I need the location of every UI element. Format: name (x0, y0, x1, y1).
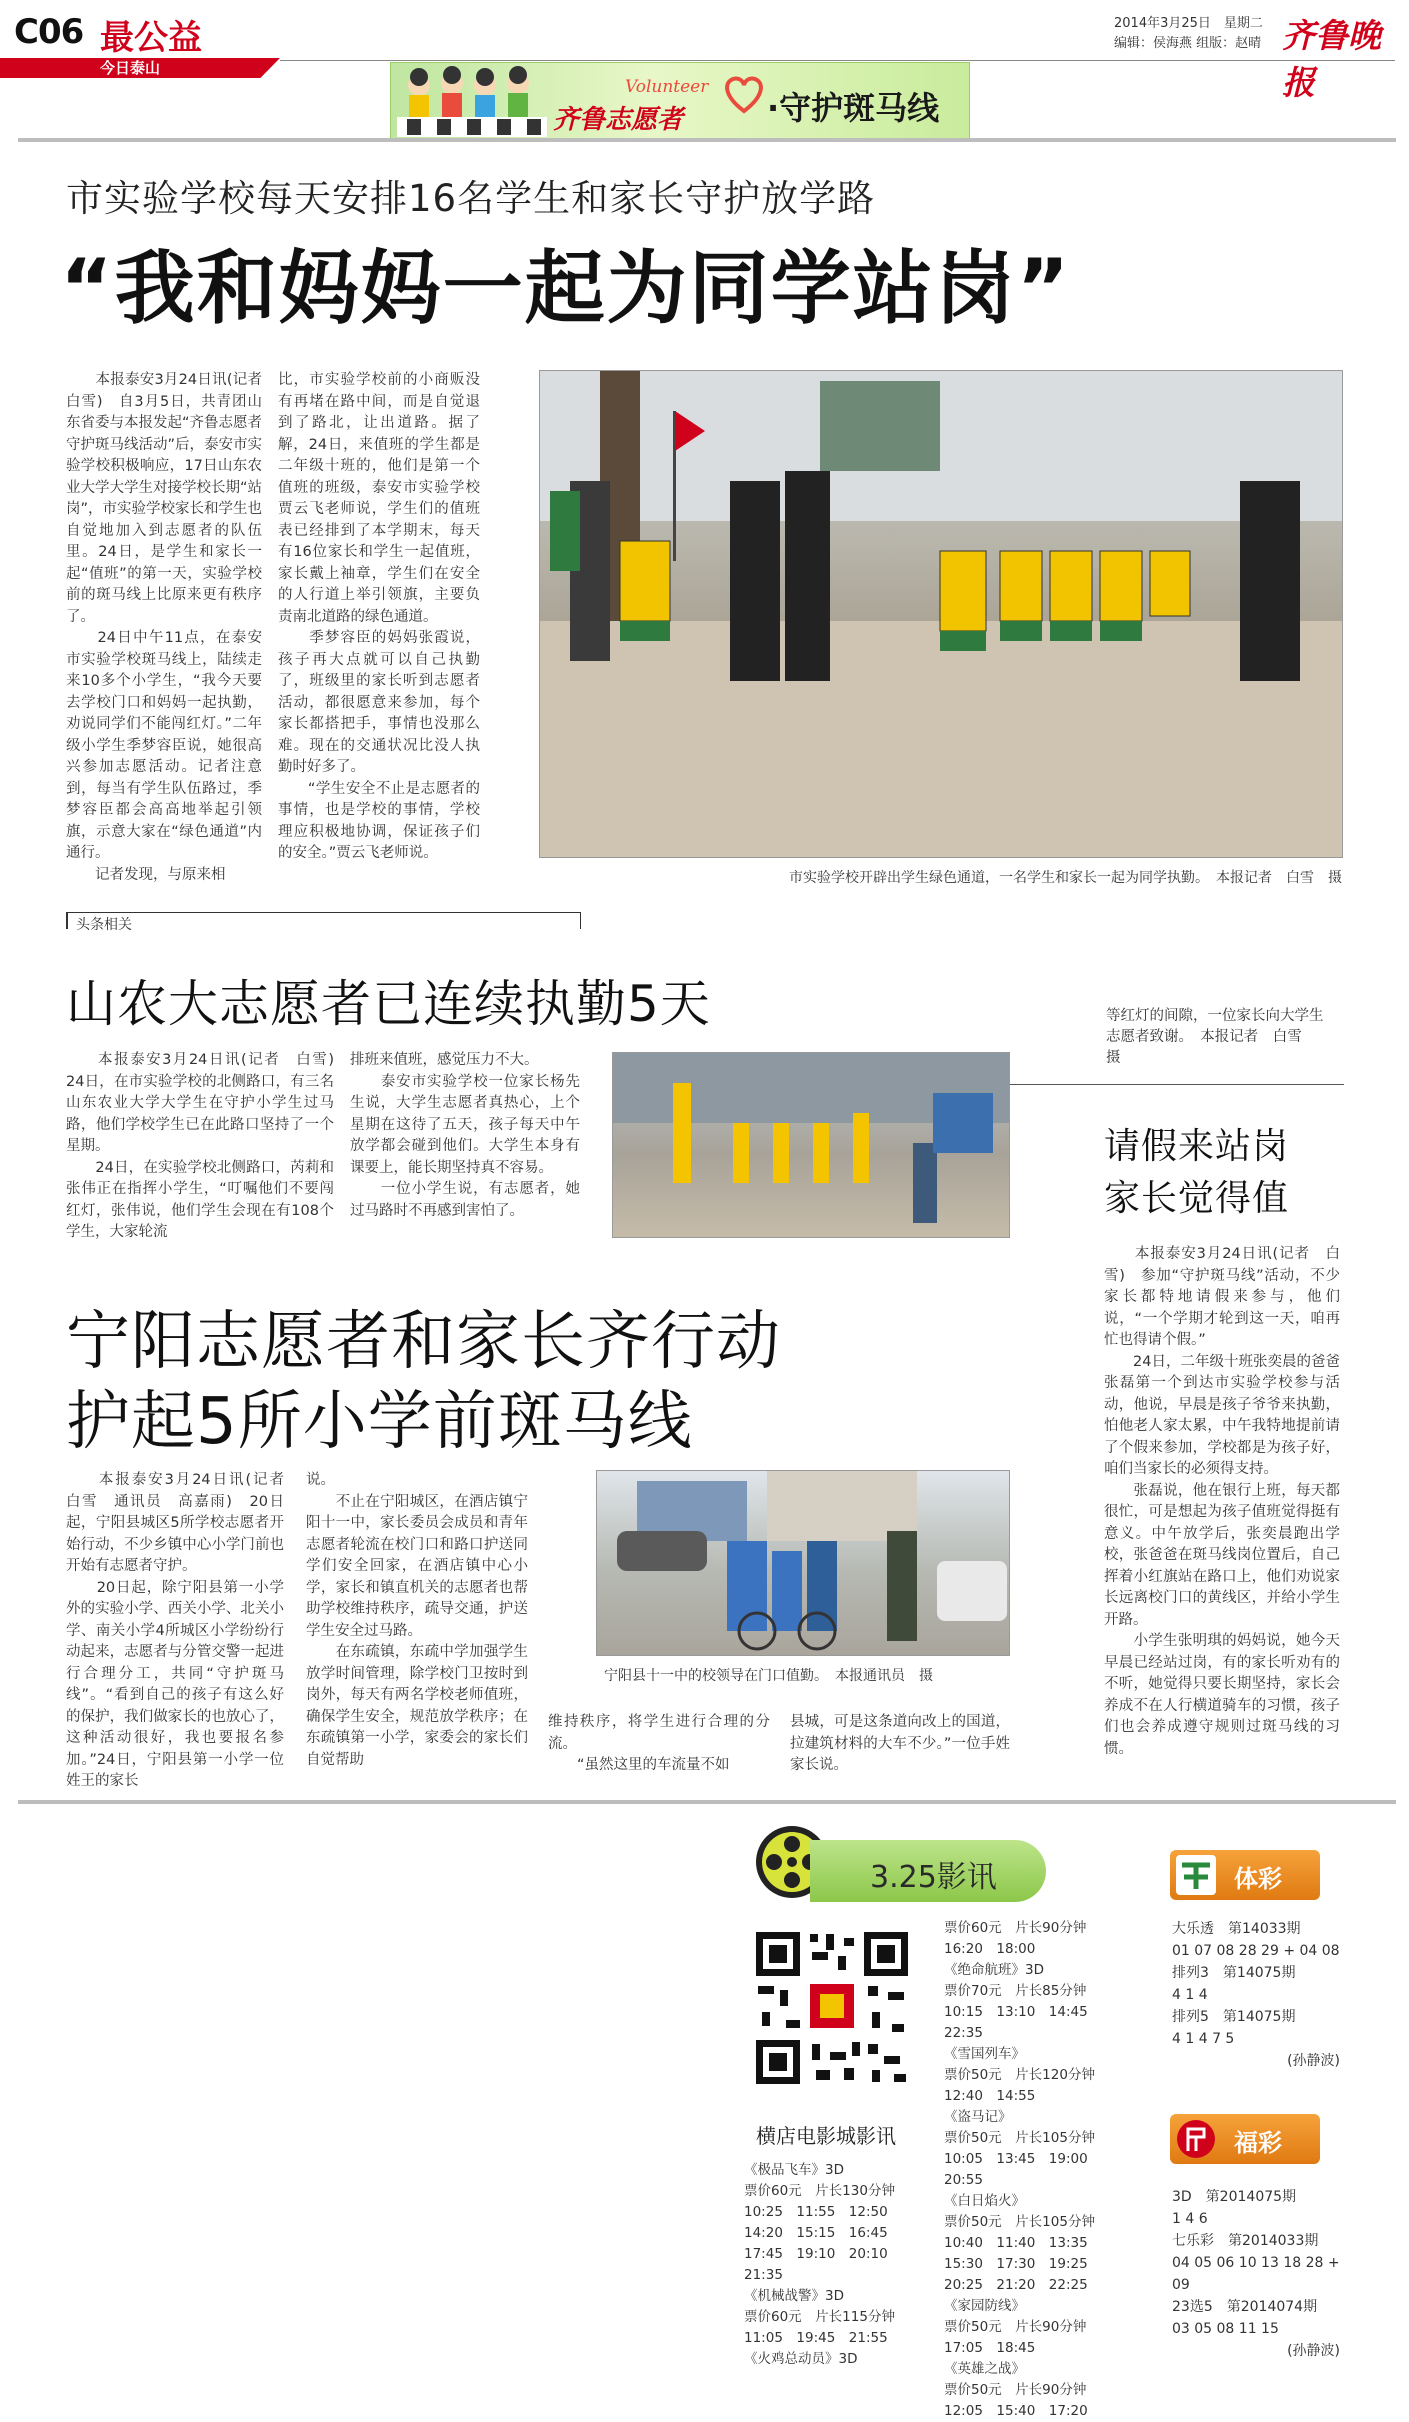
qr-code (752, 1928, 912, 2088)
movie-line: 《盗马记》 (944, 2109, 1012, 2125)
related-label-box (66, 912, 581, 933)
movie-line: 票价60元 片长90分钟 (944, 1920, 1087, 1936)
movie-line: 票价50元 片长105分钟 (944, 2214, 1095, 2230)
movie-line: 10:05 13:45 19:00 20:55 (944, 2151, 1102, 2188)
movie-line: 11:05 19:45 21:55 (744, 2330, 888, 2346)
photo-volunteers-waiting (613, 1053, 1009, 1237)
article3-headline-2: 护起5所小学前斑马线 (66, 1385, 693, 1459)
ticai-line: 01 07 08 28 29 + 04 08 (1172, 1943, 1340, 1959)
movie-line: 《雪国列车》 (944, 2046, 1025, 2062)
ticai-line: 4 1 4 7 5 (1172, 2031, 1235, 2047)
movie-line: 10:25 11:55 12:50 14:20 15:15 16:45 17:45 19:10 20:10 21:35 (744, 2204, 902, 2283)
movie-listing-col2 (944, 1918, 1130, 2422)
sidebar-rule (1010, 1084, 1344, 1085)
volunteer-banner (390, 62, 970, 142)
article3-col2: 说。 不止在宁阳城区，在酒店镇宁阳十一中，家长委员会成员和青年志愿者轮流在校门口和路口护送同学们安全回家，在酒店镇中心小学，家长和镇直机关的志愿者也帮助学校维持秩序，疏导交通，护送学生安全过马路。 在东疏镇，东疏中学加强学生放学时间管理，除学校门卫按时到岗外，每天有两名学校老师值班，确保学生安全，规范放学秩序；在东疏镇第一小学，家委会的家长们自觉帮助 (306, 1472, 528, 1768)
header-editors: 编辑：侯海燕 组版：赵晴 (1114, 36, 1262, 51)
article1-kicker: 市实验学校每天安排16名学生和家长守护放学路 (66, 177, 876, 220)
article1-photo-caption: 市实验学校开辟出学生绿色通道，一名学生和家长一起为同学执勤。 本报记者 白雪 摄 (789, 870, 1342, 886)
movie-line: 10:40 11:40 13:35 15:30 17:30 19:25 20:25 21:20 22:25 (944, 2235, 1102, 2293)
article3-photo-caption: 宁阳县十一中的校领导在门口值勤。 本报通讯员 摄 (604, 1668, 933, 1684)
header-divider (18, 138, 1396, 142)
movie-line: 票价50元 片长105分钟 (944, 2130, 1095, 2146)
movie-line: 票价50元 片长120分钟 (944, 2067, 1095, 2083)
bottom-divider (18, 1800, 1396, 1804)
related-photo (612, 1052, 1010, 1238)
ticai-line: 排列5 第14075期 (1172, 2009, 1296, 2025)
movie-line: 票价50元 片长90分钟 (944, 2382, 1087, 2398)
movie-line: 16:20 18:00 (944, 1941, 1036, 1957)
article3-col3: 维持秩序，将学生进行合理的分流。 “虽然这里的车流量不如 (548, 1714, 770, 1773)
article3-col1: 本报泰安3月24日讯(记者 白雪 通讯员 高嘉雨) 20日起，宁阳县城区5所学校志愿者开始行动，不少乡镇中心小学门前也开始有志愿者守护。 20日起，除宁阳县第一小学外的实验小学、西关小学、北关小学、南关小学4所城区小学纷纷行动起来，志愿者与分管交警一起进行合理分工，共同“守护斑马线”。“看到自己的孩子有这么好的保护，我们做家长的也放心了，这种活动很好，我也要报名参加。”24日，宁阳县第一小学一位姓王的家长 (66, 1472, 284, 1789)
article1-photo (539, 370, 1343, 858)
fucai-line: 04 05 06 10 13 18 28 + 09 (1172, 2255, 1340, 2293)
movie-listing-col1 (744, 2160, 930, 2370)
photo-school-gate (597, 1471, 1009, 1655)
related-side-caption: 等红灯的间隙，一位家长向大学生志愿者致谢。 本报记者 白雪 摄 (1106, 1008, 1324, 1066)
top-rule (280, 60, 1395, 61)
sidebar-headline-1: 请假来站岗 (1104, 1126, 1290, 1167)
fucai-line: 23选5 第2014074期 (1172, 2299, 1318, 2315)
article1-col1: 本报泰安3月24日讯(记者 白雪) 自3月5日，共青团山东省委与本报发起“齐鲁志愿者守护斑马线活动”后，泰安市实验学校积极响应，17日山东农业大学大学生对接学校长期“站岗”，市实验学校家长和学生也自觉地加入到志愿者的队伍里。24日，是学生和家长一起“值班”的第一天，实验学校前的斑马线上比原来更有秩序了。 24日中午11点，在泰安市实验学校斑马线上，陆续走来10多个小学生，“我今天要去学校门口和妈妈一起执勤，劝说同学们不能闯红灯。”二年级小学生季梦容臣说，她很高兴参加志愿活动。记者注意到，每当有学生队伍路过，季梦容臣都会高高地举起引领旗，示意大家在“绿色通道”内通行。 记者发现，与原来相 (66, 372, 263, 883)
movie-line: 票价50元 片长90分钟 (944, 2319, 1087, 2335)
cinema-name: 横店电影城影讯 (756, 2124, 896, 2148)
related-headline: 山农大志愿者已连续执勤5天 (66, 975, 711, 1033)
ticai-line: (孙静波) (1287, 2053, 1340, 2069)
fucai-results (1172, 2186, 1340, 2362)
header-date: 2014年3月25日 星期二 (1114, 16, 1263, 31)
ticai-results (1172, 1918, 1340, 2072)
volunteer-logo-en: Volunteer (625, 77, 709, 97)
movie-line: 《家园防线》 (944, 2298, 1025, 2314)
fucai-line: 03 05 08 11 15 (1172, 2321, 1279, 2337)
movie-line: 《绝命航班》3D (944, 1962, 1044, 1978)
fucai-badge (1170, 2114, 1320, 2164)
article1-headline: “我和妈妈一起为同学站岗” (60, 242, 1072, 335)
fucai-line: 1 4 6 (1172, 2211, 1208, 2227)
ticai-line: 排列3 第14075期 (1172, 1965, 1296, 1981)
movie-line: 《白日焰火》 (944, 2193, 1025, 2209)
article1-col2: 比，市实验学校前的小商贩没有再堵在路中间，而是自觉退到了路北，让出道路。据了解，24日，来值班的学生都是二年级十班的，他们是第一个值班的班级，泰安市实验学校贾云飞老师说，学生们的值班表已经排到了本学期末，每天有16位家长和学生一起值班，家长戴上袖章，学生们在安全的人行道上举引领旗，主要负责南北道路的绿色通道。 季梦容臣的妈妈张霞说，孩子再大点就可以自己执勤了，班级里的家长听到志愿者活动，都很愿意来参加，每个家长都搭把手，事情也没那么难。现在的交通状况比没人执勤时好多了。 “学生安全不止是志愿者的事情，也是学校的事情，学校理应积极地协调，保证孩子们的安全。”贾云飞老师说。 (278, 372, 480, 861)
related-label: 头条相关 (76, 917, 132, 933)
subsection-label: 今日泰山 (100, 59, 161, 77)
movie-line: 12:05 15:40 17:20 (944, 2403, 1088, 2419)
volunteer-logo-cn: 齐鲁志愿者 (553, 105, 684, 135)
related-col1: 本报泰安3月24日讯(记者 白雪) 24日，在市实验学校的北侧路口，有三名山东农业大学大学生在守护小学生过马路，他们学校学生已在此路口坚持了一个星期。 24日，在实验学校北侧路口，芮莉和张伟正在指挥小学生，“叮嘱他们不要闯红灯，张伟说，他们学生会现在有108个学生，大家轮流 (66, 1052, 334, 1240)
article3-col4: 县城，可是这条道向改上的国道，拉建筑材料的大车不少。”一位手姓家长说。 (790, 1714, 1010, 1773)
sidebar-headline-2: 家长觉得值 (1104, 1178, 1290, 1219)
movie-line: 《极品飞车》3D (744, 2162, 844, 2178)
movie-line: 12:40 14:55 (944, 2088, 1036, 2104)
ticai-badge (1170, 1850, 1320, 1900)
banner-topic: ·守护斑马线 (767, 89, 940, 127)
sidebar-body: 本报泰安3月24日讯(记者 白雪) 参加“守护斑马线”活动，不少家长都特地请假来参与，他们说，“一个学期才轮到这一天，咱再忙也得请个假。” 24日，二年级十班张奕晨的爸爸张磊第一个到达市实验学校参与活动，他说，早晨是孩子爷爷来执勤，怕他老人家太累，中午我特地提前请了个假来参加，学校都是为孩子好，咱们当家长的必须得支持。 张磊说，他在银行上班，每天都很忙，可是想起为孩子值班觉得挺有意义。中午放学后，张奕晨跑出学校，张爸爸在斑马线岗位置后，自己挥着小红旗站在路口上，他们劝说家长远离校门口的黄线区，并给小学生开路。 小学生张明琪的妈妈说，她今天早晨已经站过岗，有的家长听劝有的不听，她觉得只要长期坚持，家长会养成不在人行横道骑车的习惯，孩子们也会养成遵守规则过斑马线的习惯。 (1104, 1246, 1340, 1757)
movie-line: 《机械战警》3D (744, 2288, 844, 2304)
article3-headline-1: 宁阳志愿者和家长齐行动 (66, 1305, 781, 1379)
heart-hand-icon (721, 71, 767, 117)
movie-line: 票价60元 片长130分钟 (744, 2183, 895, 2199)
movie-line: 10:15 13:10 14:45 22:35 (944, 2004, 1102, 2041)
movie-line: 《英雄之战》 (944, 2361, 1025, 2377)
ticai-logo-icon (1176, 1855, 1216, 1895)
ticai-line: 大乐透 第14033期 (1172, 1921, 1301, 1937)
movie-line: 17:05 18:45 (944, 2340, 1036, 2356)
photo-students-crossing (540, 371, 1342, 857)
fucai-label: 福彩 (1234, 2129, 1282, 2157)
related-col2: 排班来值班，感觉压力不大。 泰安市实验学校一位家长杨先生说，大学生志愿者真热心，上个星期在这待了五天，孩子每天中午放学都会碰到他们。大学生本身有课要上，能长期坚持真不容易。 一位小学生说，有志愿者，她过马路时不再感到害怕了。 (350, 1052, 580, 1219)
movie-title-pill (810, 1840, 1046, 1902)
fucai-line: 3D 第2014075期 (1172, 2189, 1297, 2205)
fucai-line: (孙静波) (1287, 2343, 1340, 2359)
fucai-line: 七乐彩 第2014033期 (1172, 2233, 1319, 2249)
paper-logo: 齐鲁晚报 (1282, 16, 1381, 102)
ticai-label: 体彩 (1234, 1865, 1282, 1893)
page-code: C06 (14, 12, 84, 52)
movie-line: 票价70元 片长85分钟 (944, 1983, 1087, 1999)
movie-line: 票价60元 片长115分钟 (744, 2309, 895, 2325)
movie-title: 3.25影讯 (870, 1860, 997, 1895)
fucai-logo-icon (1176, 2119, 1216, 2159)
ticai-line: 4 1 4 (1172, 1987, 1208, 2003)
movie-line: 《火鸡总动员》3D (744, 2351, 858, 2367)
article3-photo (596, 1470, 1010, 1656)
cartoon-kids-icon (397, 67, 547, 137)
section-title: 最公益 (100, 18, 202, 58)
